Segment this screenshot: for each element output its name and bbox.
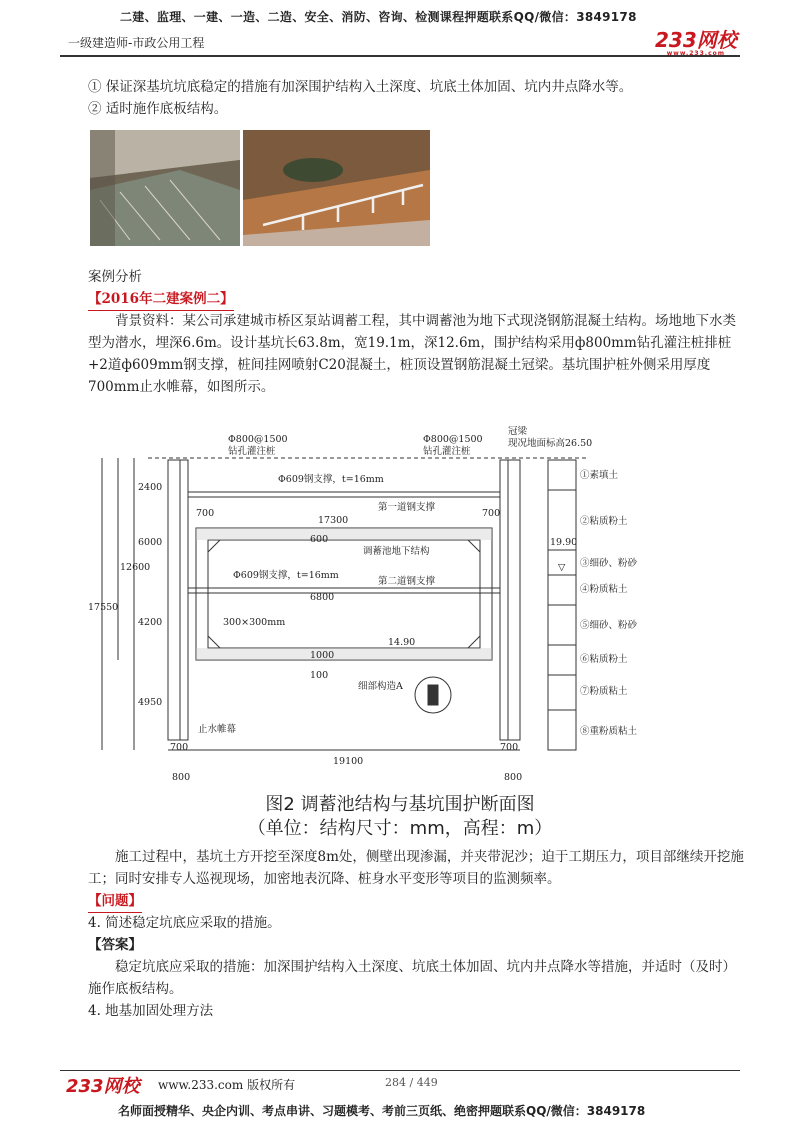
label-800a: 800 — [172, 772, 191, 783]
label-12600: 12600 — [120, 562, 151, 573]
answer-paragraph: 稳定坑底应采取的措施：加深围护结构入土深度、坑底土体加固、坑内井点降水等措施，并适时（及时）施作底板结构。 — [88, 959, 736, 997]
footer-logo: 233网校 — [66, 1076, 140, 1097]
footer-site: www.233.com 版权所有 — [158, 1078, 296, 1092]
label-700b: 700 — [482, 508, 501, 519]
question-tag: 【问题】 — [88, 890, 142, 913]
pool-structure — [196, 528, 492, 660]
label-700d: 700 — [500, 742, 519, 753]
label-soil-3: ③细砂、粉砂 — [580, 558, 638, 569]
label-haunch: 300×300mm — [223, 617, 286, 628]
water-table-icon: ▽ — [558, 562, 566, 573]
photo-excavation-pit — [90, 130, 240, 246]
label-soil-1: ①素填土 — [580, 470, 619, 481]
photo-well-point-dewatering — [243, 130, 430, 246]
label-6800: 6800 — [310, 592, 335, 603]
label-crown-beam: 冠梁 — [508, 426, 528, 437]
label-curtain: 止水帷幕 — [198, 724, 237, 735]
label-700c: 700 — [170, 742, 189, 753]
label-2400: 2400 — [138, 482, 163, 493]
label-pile-left-2: 钻孔灌注桩 — [228, 446, 276, 457]
case-tag: 【2016年二建案例二】 — [88, 288, 234, 311]
label-detail: 细部构造A — [358, 681, 403, 692]
label-4950: 4950 — [138, 697, 163, 708]
label-700a: 700 — [196, 508, 215, 519]
label-ground-level: 现况地面标高26.50 — [508, 438, 593, 449]
label-soil-6: ⑥粘质粉土 — [580, 654, 628, 665]
label-strut1-name: 第一道钢支撑 — [378, 502, 436, 513]
label-17300: 17300 — [318, 515, 349, 526]
label-pile-left: Φ800@1500 — [228, 434, 288, 445]
label-800b: 800 — [504, 772, 523, 783]
label-19100: 19100 — [333, 756, 364, 767]
label-strut2-spec: Φ609钢支撑，t=16mm — [233, 570, 339, 581]
label-strut2-name: 第二道钢支撑 — [378, 576, 436, 587]
figure-section-diagram — [88, 420, 708, 790]
header-subtitle: 一级建造师-市政公用工程 — [68, 36, 205, 50]
header-contact-line: 二建、监理、一建、一造、二造、安全、消防、咨询、检测课程押题联系QQ/微信：3849178 — [120, 10, 637, 24]
label-600: 600 — [310, 534, 329, 545]
label-pile-right: Φ800@1500 — [423, 434, 483, 445]
label-pool: 调蓄池地下结构 — [363, 546, 430, 557]
label-pile-right-2: 钻孔灌注桩 — [423, 446, 471, 457]
figure-caption-title: 图2 调蓄池结构与基坑围护断面图 — [265, 794, 535, 815]
label-1000: 1000 — [310, 650, 335, 661]
figure-caption-units: （单位：结构尺寸：mm，高程：m） — [247, 818, 553, 839]
answer-tag: 【答案】 — [88, 937, 142, 953]
label-soil-8: ⑧重粉质粘土 — [580, 726, 638, 737]
question-4: 4. 简述稳定坑底应采取的措施。 — [88, 915, 281, 931]
label-6000: 6000 — [138, 537, 163, 548]
label-17550: 17550 — [88, 602, 119, 613]
label-4200: 4200 — [138, 617, 163, 628]
footer-rule — [60, 1070, 740, 1071]
label-strut1-spec: Φ609钢支撑，t=16mm — [278, 474, 384, 485]
footer-contact-line: 名师面授精华、央企内训、考点串讲、习题模考、考前三页纸、绝密押题联系QQ/微信：3849178 — [118, 1104, 646, 1118]
label-soil-7: ⑦粉质粘土 — [580, 686, 628, 697]
brand-logo: 233网校 www.233.com — [655, 28, 737, 57]
page-number: 284 / 449 — [385, 1076, 438, 1089]
case-analysis-heading: 案例分析 — [88, 269, 142, 285]
label-soil-4: ④粉质粘土 — [580, 584, 628, 595]
measure-item-1: ① 保证深基坑坑底稳定的措施有加深围护结构入土深度、坑底土体加固、坑内井点降水等。 — [88, 79, 633, 95]
header-rule — [60, 55, 740, 57]
left-pile — [168, 460, 180, 740]
label-elev-1490: 14.90 — [388, 637, 416, 648]
label-soil-5: ⑤细砂、粉砂 — [580, 620, 638, 631]
case-background: 背景资料：某公司承建城市桥区泵站调蓄工程，其中调蓄池为地下式现浇钢筋混凝土结构。场地地下水类型为潜水，埋深6.6m。设计基坑长63.8m，宽19.1m，深12.6m，围护结构采用ф800mm钻孔灌注桩排桩+2道ф609mm钢支撑，桩间挂网喷射C20混凝土，桩顶设置钢筋混凝土冠梁。基坑围护桩外侧采用厚度700mm止水帷幕，如图所示。 — [88, 313, 736, 395]
label-elev-1990: 19.90 — [550, 537, 578, 548]
right-pile — [500, 460, 508, 740]
measure-item-2: ② 适时施作底板结构。 — [88, 101, 228, 117]
question-4b: 4. 地基加固处理方法 — [88, 1003, 214, 1019]
process-paragraph: 施工过程中，基坑土方开挖至深度8m处，侧壁出现渗漏，并夹带泥沙；迫于工期压力，项目部继续开挖施工；同时安排专人巡视现场，加密地表沉降、桩身水平变形等项目的监测频率。 — [88, 849, 744, 887]
label-100: 100 — [310, 670, 329, 681]
label-soil-2: ②粘质粉土 — [580, 516, 628, 527]
